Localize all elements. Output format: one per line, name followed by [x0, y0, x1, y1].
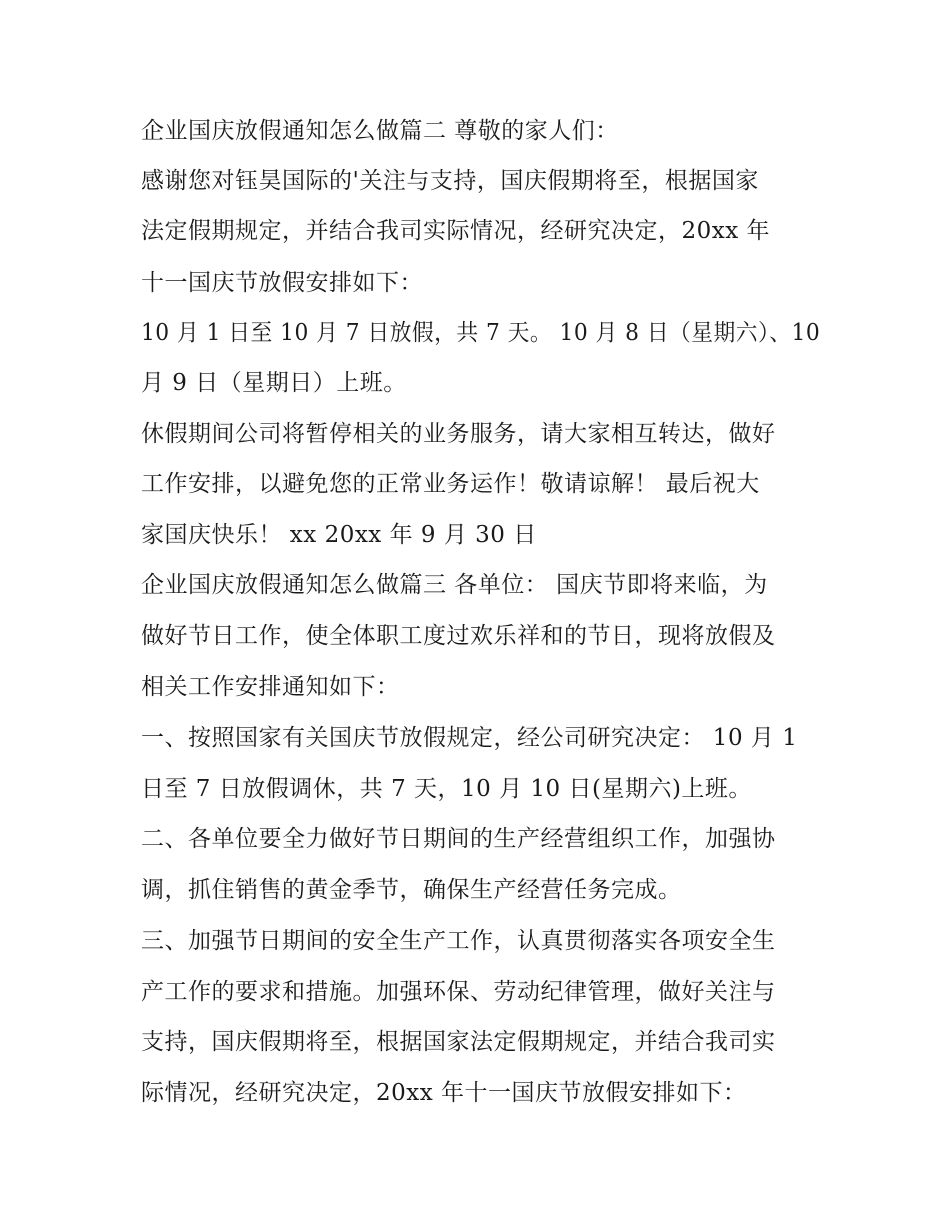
text-line: 感谢您对钰昊国际的'关注与支持，国庆假期将至，根据国家	[141, 168, 759, 194]
text-line: 相关工作安排通知如下：	[141, 674, 400, 700]
text-line: 家国庆快乐！ xx 20xx 年 9 月 30 日	[141, 522, 537, 548]
text-line: 一、按照国家有关国庆节放假规定，经公司研究决定： 10 月 1	[141, 725, 798, 751]
text-line: 调，抓住销售的黄金季节，确保生产经营任务完成。	[141, 877, 682, 903]
text-line: 支持，国庆假期将至，根据国家法定假期规定，并结合我司实	[141, 1029, 776, 1055]
text-line: 做好节日工作，使全体职工度过欢乐祥和的节日，现将放假及	[141, 623, 776, 649]
text-line: 月 9 日（星期日）上班。	[141, 370, 407, 396]
text-line: 二、各单位要全力做好节日期间的生产经营组织工作，加强协	[141, 826, 776, 852]
text-line: 产工作的要求和措施。加强环保、劳动纪律管理，做好关注与	[141, 979, 776, 1005]
text-line: 企业国庆放假通知怎么做篇二 尊敬的家人们：	[141, 118, 619, 144]
text-line: 际情况，经研究决定，20xx 年十一国庆节放假安排如下：	[141, 1080, 747, 1106]
text-line: 法定假期规定，并结合我司实际情况，经研究决定，20xx 年	[141, 218, 771, 244]
text-line: 工作安排，以避免您的正常业务运作！敬请谅解！ 最后祝大	[141, 471, 760, 497]
text-line: 企业国庆放假通知怎么做篇三 各单位： 国庆节即将来临，为	[141, 572, 768, 598]
text-line: 十一国庆节放假安排如下：	[141, 270, 423, 296]
text-line: 休假期间公司将暂停相关的业务服务，请大家相互转达，做好	[141, 421, 776, 447]
text-line: 日至 7 日放假调休，共 7 天，10 月 10 日(星期六)上班。	[141, 776, 752, 802]
text-line: 三、加强节日期间的安全生产工作，认真贯彻落实各项安全生	[141, 928, 776, 954]
text-line: 10 月 1 日至 10 月 7 日放假，共 7 天。 10 月 8 日（星期六）、10	[141, 320, 821, 346]
